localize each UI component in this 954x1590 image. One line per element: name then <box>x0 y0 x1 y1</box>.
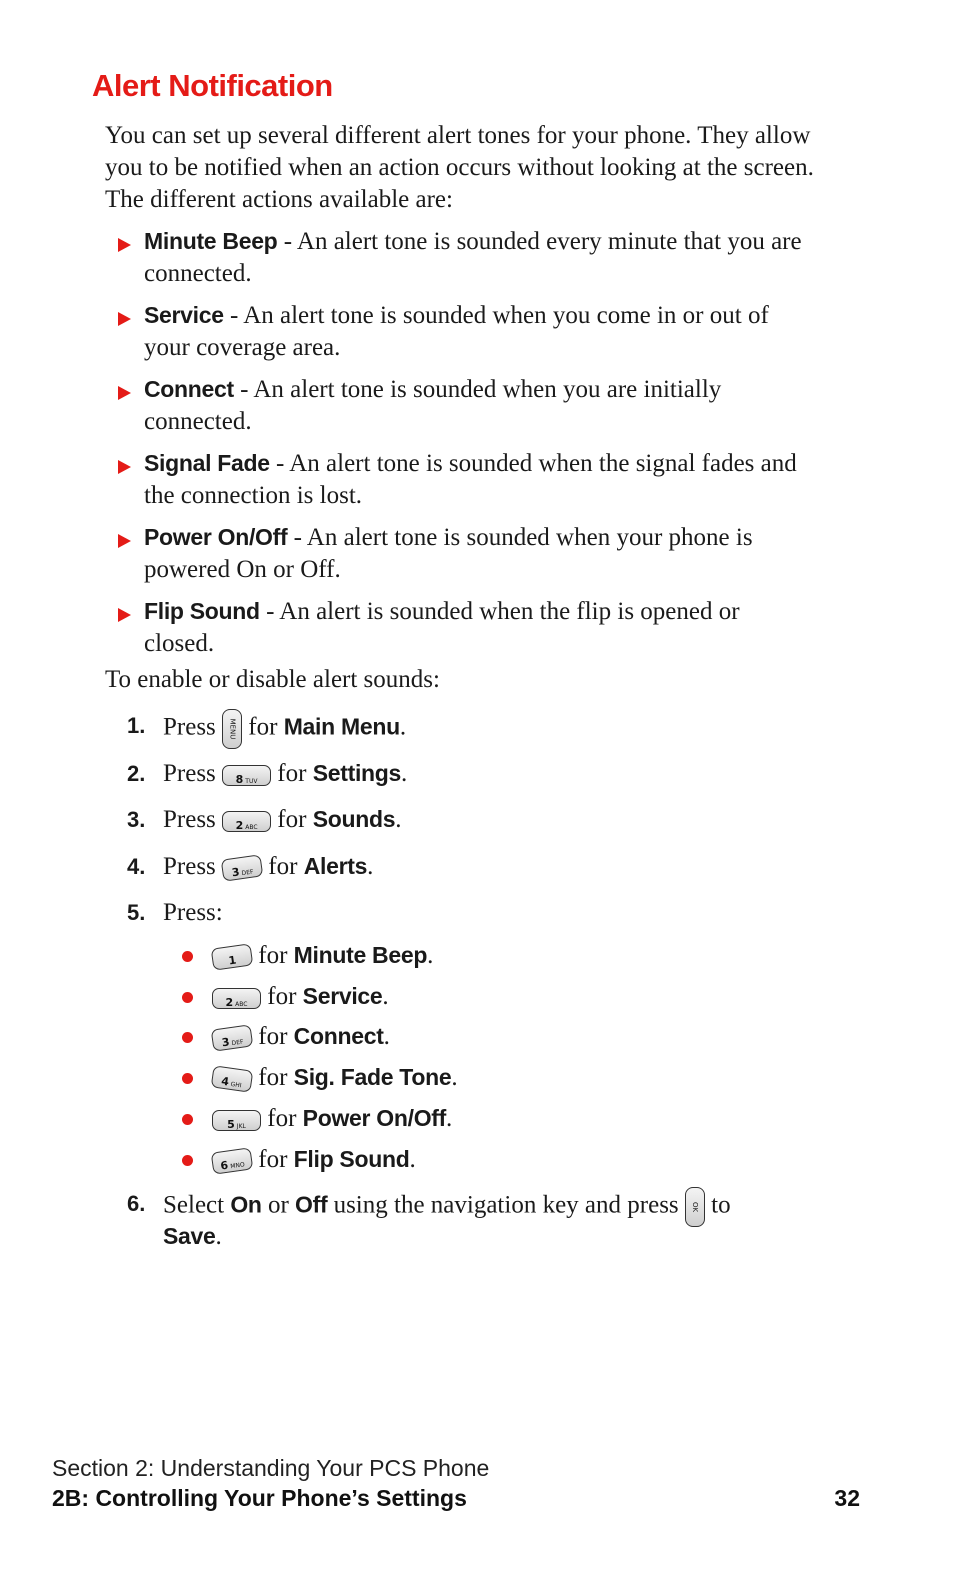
action-term: Minute Beep <box>144 228 278 254</box>
key-2-icon: 2 ABC <box>212 988 261 1009</box>
for-label: for <box>258 1146 288 1173</box>
page-number: 32 <box>834 1485 860 1511</box>
bullet-arrow-icon <box>118 312 131 326</box>
list-item <box>115 299 815 364</box>
list-item <box>115 595 815 660</box>
key-4-icon: 4GHI <box>211 1066 254 1093</box>
or-label: or <box>267 1191 289 1219</box>
key-5-icon: 5 JKL <box>212 1110 261 1131</box>
step-target: Main Menu <box>283 713 400 740</box>
bullet-dot-icon <box>182 1032 193 1043</box>
action-term: Signal Fade <box>144 450 270 476</box>
key-2-icon: 2 ABC <box>222 811 271 832</box>
bullet-arrow-icon <box>118 460 131 474</box>
alert-actions-list <box>115 225 815 669</box>
step-number: 3. <box>127 807 146 832</box>
action-desc: - An alert is sounded when the flip is opened or closed. <box>144 598 740 657</box>
step-number: 2. <box>127 761 146 786</box>
step-target: Settings <box>312 760 402 786</box>
for-label: for <box>258 1064 288 1091</box>
sub-step-target: Flip Sound <box>293 1146 410 1172</box>
sub-step-power-on-off: 5 JKL for Power On/Off. <box>182 1102 452 1134</box>
press-label: Press: <box>163 899 223 926</box>
sub-step-target: Service <box>302 983 383 1009</box>
sub-step-target: Sig. Fade Tone <box>293 1064 452 1090</box>
action-term: Flip Sound <box>144 598 260 624</box>
for-label: for <box>267 1105 297 1132</box>
for-label: for <box>267 983 297 1010</box>
action-desc: - An alert tone is sounded every minute that you are connected. <box>144 228 802 287</box>
step6-middle-text: using the navigation key and press <box>333 1191 679 1219</box>
step-number: 4. <box>127 854 146 879</box>
step-number: 5. <box>127 900 146 925</box>
key-1-icon: 1 <box>211 944 254 971</box>
action-term: Power On/Off <box>144 524 288 550</box>
action-desc: - An alert tone is sounded when your phone is powered On or Off. <box>144 524 753 583</box>
sub-step-service: 2 ABC for Service. <box>182 980 389 1012</box>
save-target: Save <box>163 1223 216 1249</box>
option-off: Off <box>295 1191 328 1218</box>
bullet-dot-icon <box>182 1073 193 1084</box>
ok-key-icon: OK <box>685 1187 705 1227</box>
menu-key-icon: MENU <box>222 709 242 749</box>
for-label: for <box>258 942 288 969</box>
sub-step-target: Connect <box>293 1023 384 1049</box>
sub-step-minute-beep: 1 for Minute Beep. <box>182 939 433 971</box>
bullet-dot-icon <box>182 992 193 1003</box>
bullet-arrow-icon <box>118 238 131 252</box>
bullet-dot-icon <box>182 1155 193 1166</box>
sub-step-sig-fade-tone: 4GHI for Sig. Fade Tone. <box>182 1061 458 1093</box>
action-desc: - An alert tone is sounded when the signal fades and the connection is lost. <box>144 450 797 509</box>
enable-instructions: To enable or disable alert sounds: <box>105 666 440 693</box>
for-label: for <box>248 713 278 741</box>
for-label: for <box>277 806 307 833</box>
step-target: Sounds <box>312 806 396 832</box>
footer-section-title: Section 2: Understanding Your PCS Phone <box>52 1455 490 1481</box>
sub-step-target: Power On/Off <box>302 1105 447 1131</box>
select-label: Select <box>163 1191 225 1219</box>
sub-step-target: Minute Beep <box>293 942 428 968</box>
action-term: Connect <box>144 376 234 402</box>
for-label: for <box>258 1023 288 1050</box>
key-3-icon: 3DEF <box>221 855 264 882</box>
sub-step-flip-sound: 6MNO for Flip Sound. <box>182 1143 416 1175</box>
footer-chapter-title: 2B: Controlling Your Phone’s Settings <box>52 1485 467 1511</box>
list-item <box>115 447 815 512</box>
press-label: Press <box>163 853 216 880</box>
bullet-arrow-icon <box>118 608 131 622</box>
press-label: Press <box>163 760 216 787</box>
action-term: Service <box>144 302 224 328</box>
bullet-dot-icon <box>182 951 193 962</box>
step6-continuation: Save. <box>163 1223 222 1250</box>
bullet-arrow-icon <box>118 386 131 400</box>
press-label: Press <box>163 806 216 833</box>
bullet-dot-icon <box>182 1114 193 1125</box>
list-item <box>115 225 815 290</box>
for-label: for <box>268 853 298 880</box>
press-label: Press <box>163 713 216 741</box>
step-number: 1. <box>127 713 146 738</box>
key-3-icon: 3DEF <box>211 1025 254 1052</box>
list-item <box>115 521 815 586</box>
step-target: Alerts <box>303 853 368 879</box>
action-desc: - An alert tone is sounded when you are initially connected. <box>144 376 722 435</box>
key-8-icon: 8 TUV <box>222 765 271 786</box>
key-6-icon: 6MNO <box>211 1148 254 1175</box>
sub-step-connect: 3DEF for Connect. <box>182 1020 390 1052</box>
intro-paragraph: You can set up several different alert tones for your phone. They allow you to be notified when an action occurs without looking at the screen. The different actions available are: <box>105 122 814 213</box>
page-title: Alert Notification <box>92 68 333 103</box>
for-label: for <box>277 760 307 787</box>
step-number: 6. <box>127 1191 146 1216</box>
to-label: to <box>711 1191 731 1219</box>
action-desc: - An alert tone is sounded when you come in or out of your coverage area. <box>144 302 769 361</box>
bullet-arrow-icon <box>118 534 131 548</box>
option-on: On <box>230 1191 262 1218</box>
list-item <box>115 373 815 438</box>
